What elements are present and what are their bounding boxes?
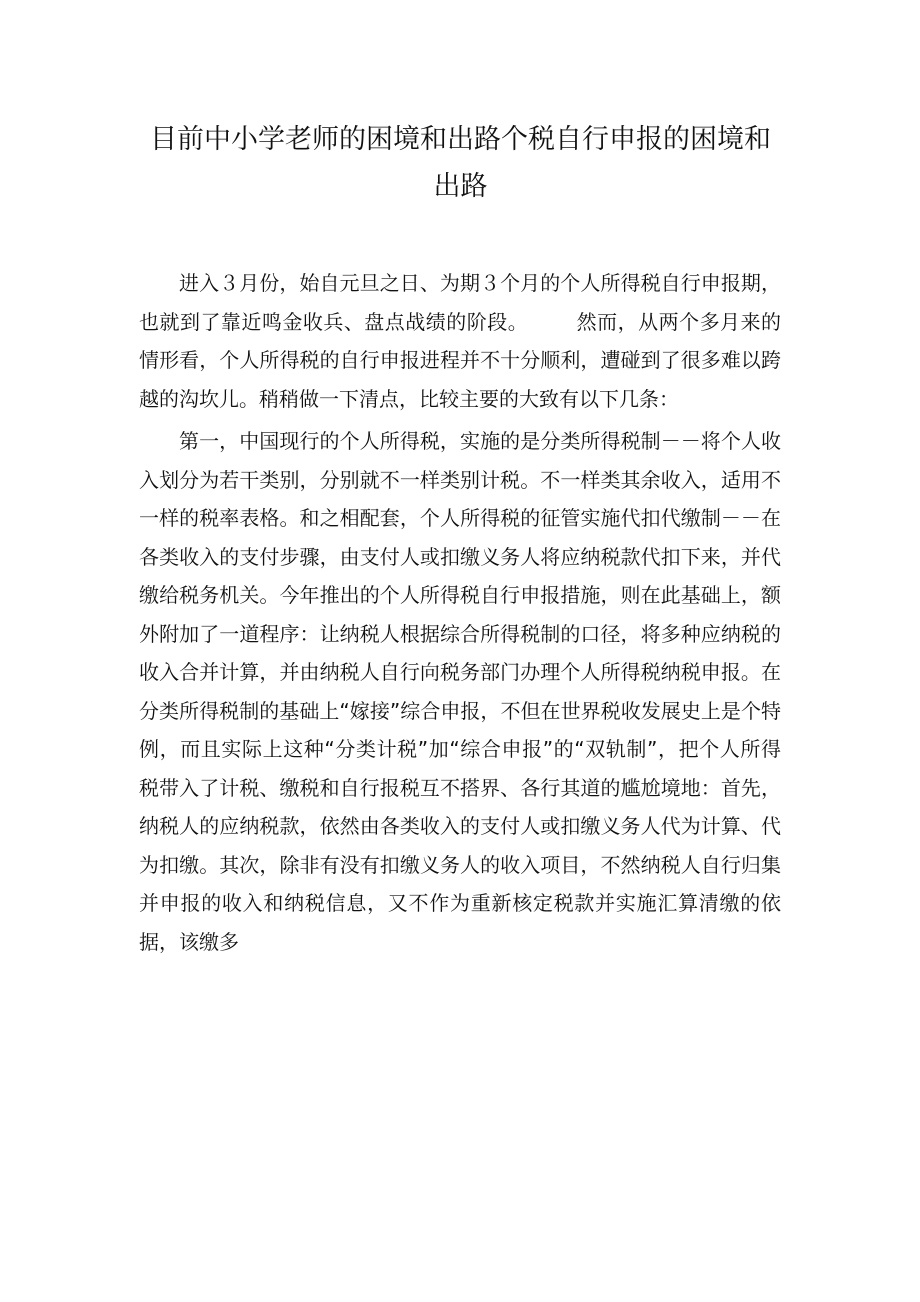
paragraph-1-part-2: 然而，从两个多月来的情形看，个人所得税的自行申报进程并不十分顺利，遭碰到了很多难以跨越的沟坎儿。稍稍做一下清点，比较主要的大致有以下几条：	[139, 309, 782, 411]
document-body	[139, 264, 781, 961]
document-title: 目前中小学老师的困境和出路个税自行申报的困境和出路	[150, 124, 771, 202]
paragraph-1-part-1: 进入３月份，始自元旦之日、为期３个月的个人所得税自行申报期，也就到了靠近鸣金收兵、盘点战绩的阶段。	[139, 271, 781, 334]
paragraph-2: 第一，中国现行的个人所得税，实施的是分类所得税制－－将个人收入划分为若干类别，分别就不一样类别计税。不一样类其余收入，适用不一样的税率表格。和之相配套，个人所得税的征管实施代扣代缴制－－在各类收入的支付步骤，由支付人或扣缴义务人将应纳税款代扣下来，并代缴给税务机关。今年推出的个人所得税自行申报措施，则在此基础上，额外附加了一道程序：让纳税人根据综合所得税制的口径，将多种应纳税的收入合并计算，并由纳税人自行向税务部门办理个人所得税纳税申报。在分类所得税制的基础上“嫁接”综合申报，不但在世界税收发展史上是个特例，而且实际上这种“分类计税”加“综合申报”的“双轨制”，把个人所得税带入了计税、缴税和自行报税互不搭界、各行其道的尴尬境地：首先，纳税人的应纳税款，依然由各类收入的支付人或扣缴义务人代为计算、代为扣缴。其次，除非有没有扣缴义务人的收入项目，不然纳税人自行归集并申报的收入和纳税信息，又不作为重新核定税款并实施汇算清缴的依据，该缴多	[139, 429, 781, 954]
paragraph-1	[139, 264, 781, 418]
